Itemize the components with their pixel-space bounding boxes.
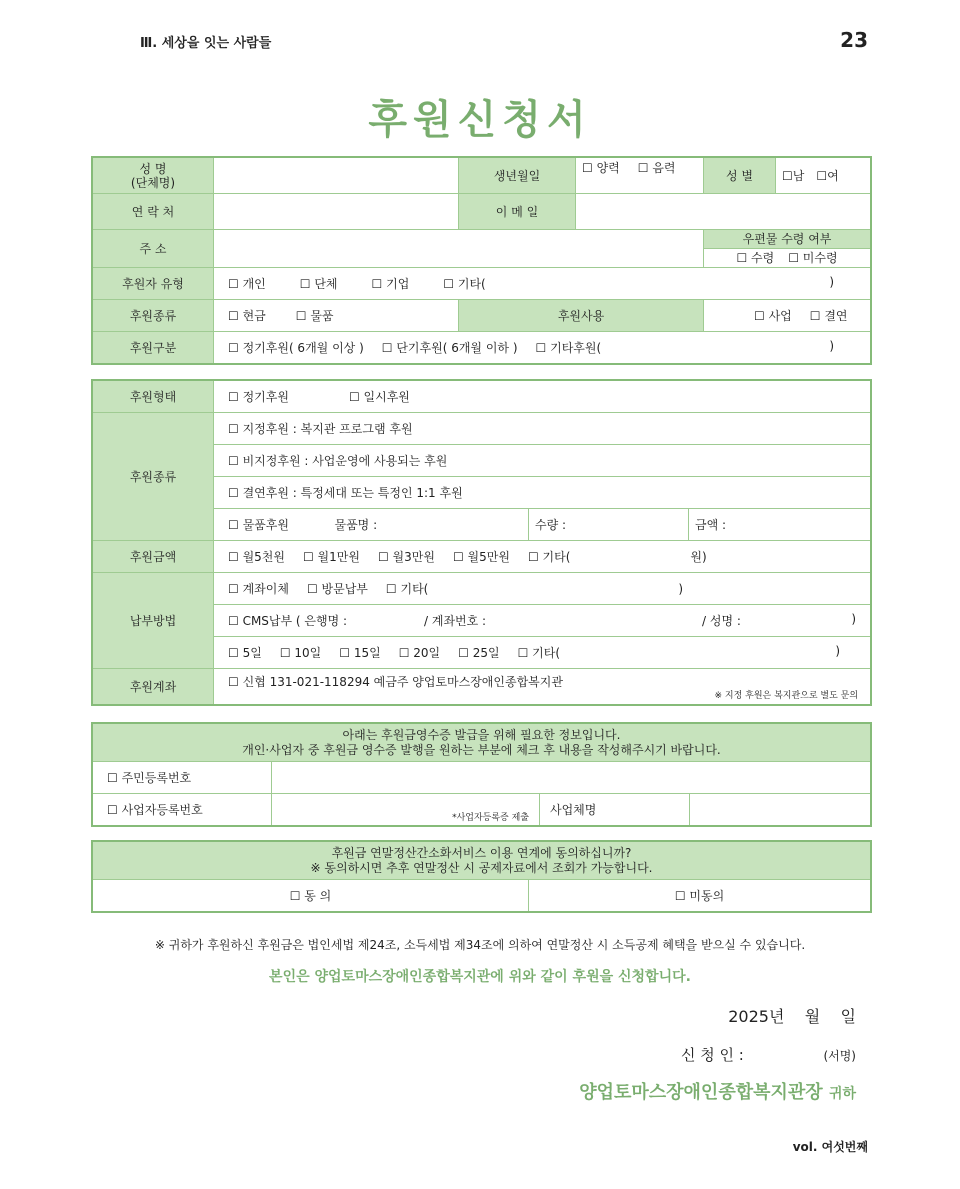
email-label: 이 메 일 xyxy=(459,194,576,230)
use-sponsorship-checkbox[interactable]: ☐ 결연 xyxy=(809,309,848,323)
day-10-checkbox[interactable]: ☐ 10일 xyxy=(279,646,322,660)
support-use-label: 후원사용 xyxy=(459,300,704,332)
resident-number-field[interactable] xyxy=(272,762,871,794)
account-holder-field[interactable]: / 성명 : xyxy=(702,614,741,628)
support-kind-label: 후원종류 xyxy=(93,300,214,332)
birth-label: 생년월일 xyxy=(459,158,576,194)
amount-other-checkbox[interactable]: ☐ 기타( xyxy=(527,550,571,564)
close-paren: ) xyxy=(678,582,684,596)
support-account-label: 후원계좌 xyxy=(93,669,214,705)
business-number-checkbox[interactable]: ☐ 사업자등록번호 xyxy=(93,794,272,826)
business-name-label: 사업체명 xyxy=(540,794,690,826)
mail-no-checkbox[interactable]: ☐ 미수령 xyxy=(788,251,838,265)
support-detail-table xyxy=(92,380,871,705)
address-field[interactable] xyxy=(214,230,704,268)
category-regular-checkbox[interactable]: ☐ 정기후원( 6개월 이상 ) xyxy=(228,341,364,355)
lunar-checkbox[interactable]: ☐ 음력 xyxy=(637,161,676,175)
applicant-label: 신 청 인 : xyxy=(681,1046,744,1064)
page-number: 23 xyxy=(840,28,868,52)
agree-checkbox[interactable]: ☐ 동 의 xyxy=(93,880,529,912)
use-project-checkbox[interactable]: ☐ 사업 xyxy=(754,309,792,323)
receipt-header: 아래는 후원금영수증 발급을 위해 필요한 정보입니다. 개인·사업자 중 후원금 영수증 발행을 원하는 부분에 체크 후 내용을 작성해주시기 바랍니다. xyxy=(93,724,871,762)
donor-type-label: 후원자 유형 xyxy=(93,268,214,300)
kind-cash-checkbox[interactable]: ☐ 현금 xyxy=(228,309,266,323)
sign-label: (서명) xyxy=(823,1049,856,1063)
type-individual-checkbox[interactable]: ☐ 개인 xyxy=(228,277,266,291)
kind-sponsorship-checkbox[interactable]: ☐ 결연후원 : 특정세대 또는 특정인 1:1 후원 xyxy=(214,477,871,509)
payment-method-label: 납부방법 xyxy=(93,573,214,669)
resident-number-checkbox[interactable]: ☐ 주민등록번호 xyxy=(93,762,272,794)
business-note: *사업자등록증 제출 xyxy=(452,813,529,823)
gender-label: 성 별 xyxy=(704,158,776,194)
pay-visit-checkbox[interactable]: ☐ 방문납부 xyxy=(306,582,368,596)
close-paren: ) xyxy=(835,644,841,658)
category-short-checkbox[interactable]: ☐ 단기후원( 6개월 이하 ) xyxy=(381,341,518,355)
amount-50k-checkbox[interactable]: ☐ 월5만원 xyxy=(452,550,510,564)
email-field[interactable] xyxy=(576,194,871,230)
day-20-checkbox[interactable]: ☐ 20일 xyxy=(398,646,441,660)
support-form-label: 후원형태 xyxy=(93,381,214,413)
name-field[interactable] xyxy=(214,158,459,194)
recipient-line: 양업토마스장애인종합복지관장 귀하 xyxy=(579,1082,856,1103)
amount-10k-checkbox[interactable]: ☐ 월1만원 xyxy=(302,550,360,564)
form-regular-checkbox[interactable]: ☐ 정기후원 xyxy=(228,390,289,404)
day-15-checkbox[interactable]: ☐ 15일 xyxy=(339,646,381,660)
day-5-checkbox[interactable]: ☐ 5일 xyxy=(228,646,262,660)
account-note: ※ 지정 후원은 복지관으로 별도 문의 xyxy=(714,691,859,701)
business-number-field[interactable] xyxy=(272,794,540,826)
day-other-checkbox[interactable]: ☐ 기타( xyxy=(517,646,561,660)
business-name-field[interactable] xyxy=(690,794,871,826)
close-paren: ) xyxy=(851,612,857,626)
name-label: 성 명 (단체명) xyxy=(93,158,214,194)
close-paren: ) xyxy=(829,339,834,353)
day-25-checkbox[interactable]: ☐ 25일 xyxy=(458,646,500,660)
won-close: 원) xyxy=(690,550,707,564)
account-number-field[interactable]: / 계좌번호 : xyxy=(424,614,487,628)
pay-other-checkbox[interactable]: ☐ 기타( xyxy=(385,582,429,596)
contact-field[interactable] xyxy=(214,194,459,230)
amount-30k-checkbox[interactable]: ☐ 월3만원 xyxy=(377,550,435,564)
applicant-line xyxy=(681,1044,856,1065)
cms-bank-field[interactable]: ☐ CMS납부 ( 은행명 : xyxy=(228,614,348,628)
kind-designated-checkbox[interactable]: ☐ 지정후원 : 복지관 프로그램 후원 xyxy=(214,413,871,445)
year-end-consent-table xyxy=(92,841,871,912)
type-other-checkbox[interactable]: ☐ 기타( xyxy=(443,277,486,291)
goods-name-field[interactable]: 물품명 : xyxy=(329,509,529,541)
kind-goods-checkbox[interactable]: ☐ 물품 xyxy=(295,309,334,323)
quantity-field[interactable]: 수량 : xyxy=(529,509,689,541)
amount-5k-checkbox[interactable]: ☐ 월5천원 xyxy=(228,550,285,564)
date-line: 2025년 월 일 xyxy=(728,1007,856,1026)
form-onetime-checkbox[interactable]: ☐ 일시후원 xyxy=(348,390,410,404)
mail-yes-checkbox[interactable]: ☐ 수령 xyxy=(736,251,775,265)
section-header: Ⅲ. 세상을 잇는 사람들 xyxy=(140,36,272,51)
type-group-checkbox[interactable]: ☐ 단체 xyxy=(299,277,338,291)
type-company-checkbox[interactable]: ☐ 기업 xyxy=(371,277,410,291)
address-label: 주 소 xyxy=(93,230,214,268)
disagree-checkbox[interactable]: ☐ 미동의 xyxy=(529,880,871,912)
tax-note: ※ 귀하가 후원하신 후원금은 법인세법 제24조, 소득세법 제34조에 의하여 연말정산 시 소득공제 혜택을 받으실 수 있습니다. xyxy=(154,938,806,952)
support-amount-label: 후원금액 xyxy=(93,541,214,573)
kind-nondesignated-checkbox[interactable]: ☐ 비지정후원 : 사업운영에 사용되는 후원 xyxy=(214,445,871,477)
pay-transfer-checkbox[interactable]: ☐ 계좌이체 xyxy=(228,582,289,596)
female-checkbox[interactable]: ☐여 xyxy=(816,169,839,183)
page-title: 후원신청서 xyxy=(368,97,592,143)
support-category-label: 후원구분 xyxy=(93,332,214,364)
close-paren: ) xyxy=(829,275,834,289)
amount-field[interactable]: 금액 : xyxy=(689,509,871,541)
consent-header: 후원금 연말정산간소화서비스 이용 연계에 동의하십니까? ※ 동의하시면 추후 연말정산 시 공제자료에서 조회가 가능합니다. xyxy=(93,842,871,880)
apply-statement: 본인은 양업토마스장애인종합복지관에 위와 같이 후원을 신청합니다. xyxy=(269,969,691,985)
solar-checkbox[interactable]: ☐ 양력 xyxy=(582,161,620,175)
birth-field[interactable] xyxy=(576,158,704,194)
applicant-info-table xyxy=(92,157,871,364)
contact-label: 연 락 처 xyxy=(93,194,214,230)
account-checkbox[interactable]: ☐ 신협 131-021-118294 예금주 양업토마스장애인종합복지관 xyxy=(228,675,563,689)
footer-volume: vol. 여섯번째 xyxy=(792,1140,868,1154)
support-kind-label-2: 후원종류 xyxy=(93,413,214,541)
goods-checkbox[interactable]: ☐ 물품후원 xyxy=(214,509,329,541)
receipt-info-table xyxy=(92,723,871,826)
mail-receipt-label: 우편물 수령 여부 xyxy=(704,230,870,249)
category-other-checkbox[interactable]: ☐ 기타후원( xyxy=(535,341,602,355)
male-checkbox[interactable]: ☐남 xyxy=(782,169,805,183)
